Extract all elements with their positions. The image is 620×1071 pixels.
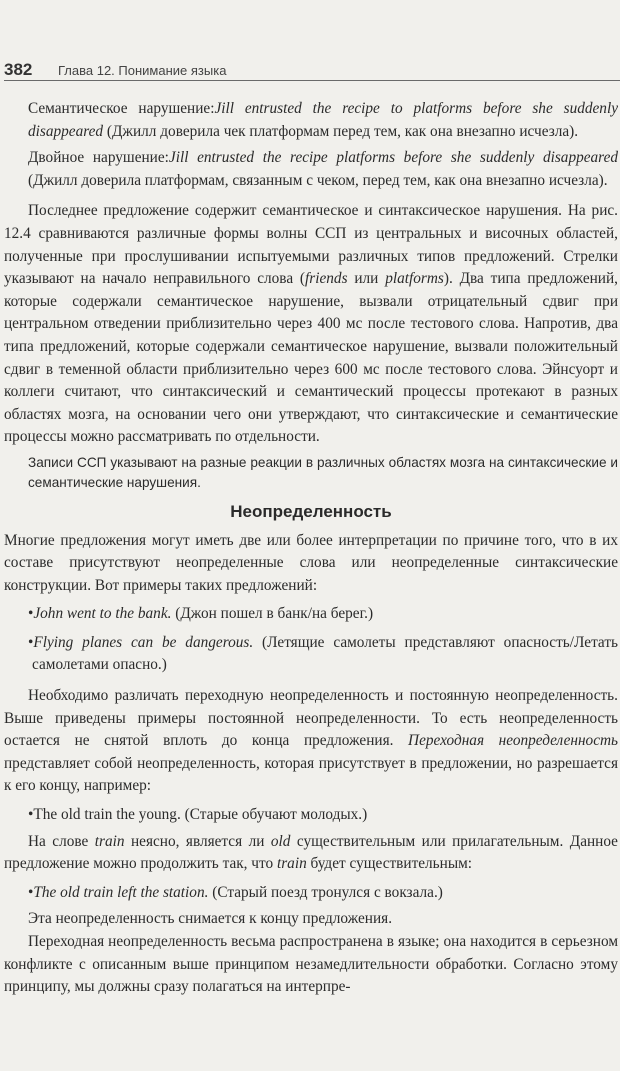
example-translation: (Джилл доверила платформам, связанным с чеком, перед тем, как она внезапно исчезла).: [28, 171, 608, 189]
example-semantic-violation: [4, 98, 618, 143]
example-sentence: The old train left the station.: [33, 883, 209, 901]
running-header: [4, 60, 620, 81]
text-run: представляет собой неопределенность, которая присутствует в предложении, но разрешается к его концу, например:: [4, 754, 618, 795]
example-translation: (Джон пошел в банк/на берег.): [171, 605, 374, 623]
text-run: будет существительным:: [306, 855, 473, 873]
example-station: •The old train left the station. (Старый поезд тронулся с вокзала.): [28, 883, 443, 901]
example-sentence: The old train the young.: [33, 806, 181, 824]
ambiguous-example-bank: •John went to the bank. (Джон пошел в банк/на берег.): [28, 605, 374, 623]
example-old-train: •The old train the young. (Старые обучают молодых.): [28, 806, 368, 824]
paragraph-train-word: [4, 831, 618, 876]
paragraph-resolution: Эта неопределенность снимается к концу предложения.: [28, 910, 393, 928]
text-run: ). Два типа предложений, которые содержали семантическое нарушение, вызвали отрицательный сдвиг при центральном отведении приблизительно через 400 мс после тестового слова. Напротив, два типа предложений, которые содержали семантическое нарушение, вызвали положительный сдвиг в теменной области приблизительно через 600 мс после тестового слова. Эйнсуорт и коллеги считают, что синтаксический и семантический процессы протекают в разных областях мозга, на основании чего они утверждают, что синтаксические и семантические процессы можно рассматривать по отдельности.: [4, 270, 618, 446]
text-run: или: [347, 270, 386, 288]
text-run: существительным или прилагательным. Данное предложение можно продолжить так, что: [4, 832, 618, 873]
ambiguous-example-planes: •Flying planes can be dangerous. (Летящие самолеты представляют опасность/Летать самолетами опасно.): [28, 633, 618, 674]
italic-run: platforms: [385, 270, 444, 288]
italic-run: train: [94, 832, 125, 850]
example-sentence: Flying planes can be dangerous.: [33, 633, 254, 651]
italic-run: Переходная неопределенность: [408, 732, 618, 750]
page-body: [4, 98, 618, 999]
example-label: Семантическое нарушение:: [28, 100, 215, 117]
text-run: Необходимо различать переходную неопределенность и постоянную неопределенность. Выше приведены примеры постоянной неопределенности. То есть неопределенность остается не снятой вплоть до конца предложения.: [4, 687, 618, 750]
page-number: 382: [4, 60, 33, 79]
italic-run: old: [270, 832, 291, 850]
example-translation: (Старые обучают молодых.): [180, 806, 368, 824]
example-sentence: Jill entrusted the recipe platforms before she suddenly disappeared: [168, 149, 619, 167]
example-sentence: Jill entrusted the recipe to platforms before she suddenly disappeared: [28, 100, 618, 140]
example-translation: (Джилл доверила чек платформам перед тем, как она внезапно исчезла).: [103, 122, 579, 140]
paragraph-transient-ambiguity: [4, 685, 618, 798]
chapter-title: Глава 12. Понимание языка: [58, 63, 227, 78]
example-label: Двойное нарушение:: [28, 149, 169, 167]
italic-run: friends: [305, 270, 348, 288]
italic-run: train: [276, 855, 307, 873]
example-translation: (Старый поезд тронулся с вокзала.): [208, 883, 443, 901]
paragraph-ambiguity-intro: Многие предложения могут иметь две или более интерпретации по причине того, что в их составе присутствуют неопределенные слова или неопределенные синтаксические конструкции. Вот примеры таких предложений:: [4, 531, 618, 594]
example-translation: (Летящие самолеты представляют опасность/Летать самолетами опасно.): [32, 633, 618, 674]
text-run: На слове: [28, 832, 95, 850]
paragraph-erp-results: [4, 200, 618, 449]
section-heading: Неопределенность: [230, 501, 392, 521]
text-run: неясно, является ли: [124, 832, 271, 850]
text-run: Последнее предложение содержит семантическое и синтаксическое нарушения. На рис. 12.4 сравниваются различные формы волны ССП из центральных и височных областей, полученные при прослушивании испытуемыми различных типов предложений. Стрелки указывают на начало неправильного слова (: [4, 202, 618, 288]
summary-note: Записи ССП указывают на разные реакции в различных областях мозга на синтаксические и семантические нарушения.: [28, 454, 618, 490]
example-double-violation: [4, 147, 618, 192]
paragraph-immediacy: Переходная неопределенность весьма распространена в языке; она находится в серьезном конфликте с описанным выше принципом незамедлительности обработки. Согласно этому принципу, мы должны сразу полагаться на интерпре-: [4, 933, 618, 996]
example-sentence: John went to the bank.: [33, 605, 172, 623]
